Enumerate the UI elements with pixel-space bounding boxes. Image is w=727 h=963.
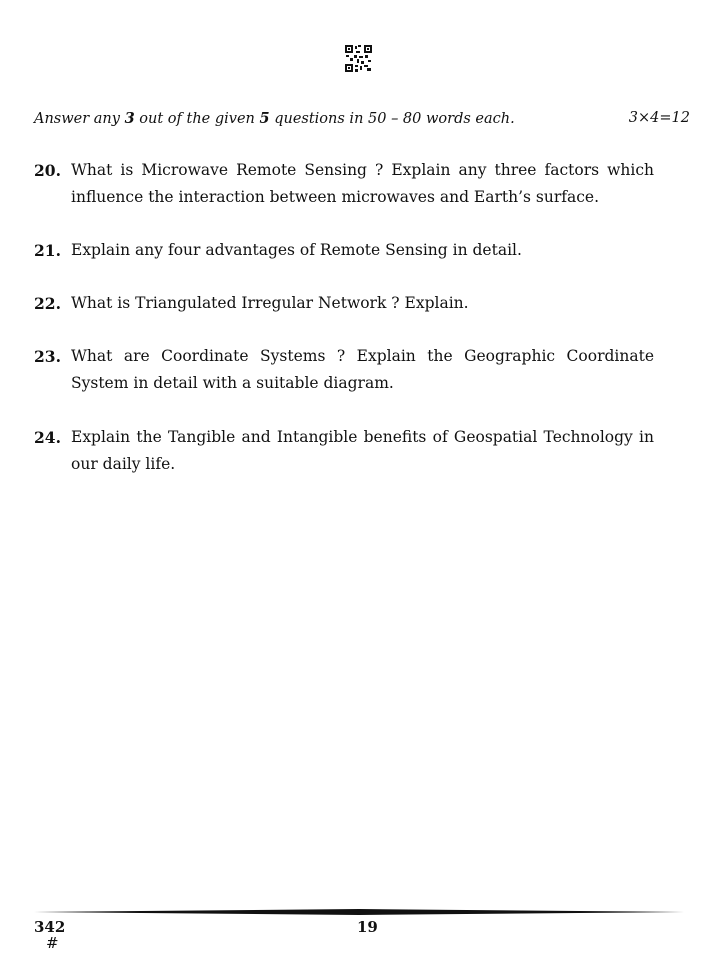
instruction-text-mid: out of the given	[134, 111, 260, 127]
instruction-total: 5	[259, 110, 270, 127]
question-number: 22.	[34, 294, 61, 313]
section-instruction	[34, 110, 690, 127]
question-text: Explain the Tangible and Intangible benefits of Geospatial Technology in our daily life.	[71, 428, 654, 473]
question-text: What is Triangulated Irregular Network ? Explain.	[71, 294, 469, 312]
question-text: Explain any four advantages of Remote Sensing in detail.	[71, 241, 522, 259]
question-text: What are Coordinate Systems ? Explain the Geographic Coordinate System in detail with a suitable diagram.	[71, 347, 654, 392]
question-24	[34, 424, 654, 478]
section-marks: 3×4=12	[628, 110, 690, 126]
instruction-text-pre: Answer any	[34, 111, 125, 127]
question-number: 23.	[34, 347, 61, 366]
question-text: What is Microwave Remote Sensing ? Explain any three factors which influence the interaction between microwaves and Earth’s surface.	[71, 161, 654, 206]
paper-code-hash: #	[46, 934, 59, 952]
question-number: 21.	[34, 241, 61, 260]
instruction-text-post: questions in 50 – 80 words each.	[269, 111, 515, 127]
question-20	[34, 157, 654, 211]
question-number: 24.	[34, 428, 61, 447]
footer-divider	[34, 909, 684, 915]
question-23	[34, 343, 654, 397]
question-22	[34, 290, 654, 317]
question-21	[34, 237, 654, 264]
page-number: 19	[357, 918, 378, 936]
question-number: 20.	[34, 161, 61, 180]
paper-code: 342	[34, 918, 66, 936]
instruction-count: 3	[124, 110, 135, 127]
qr-code-icon	[345, 45, 372, 72]
